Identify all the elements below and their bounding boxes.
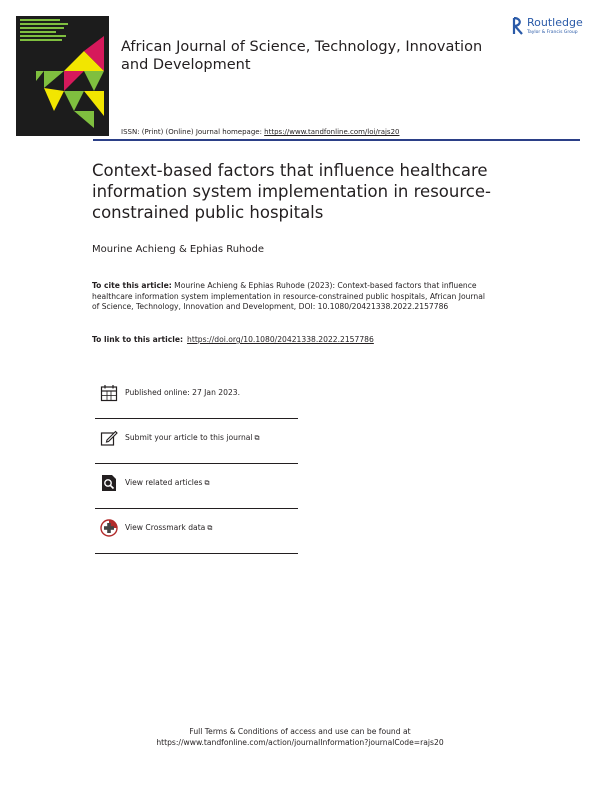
journal-title[interactable]: African Journal of Science, Technology, Innovation and Development — [121, 39, 483, 73]
issn-line — [121, 128, 399, 136]
citation-text: Mourine Achieng & Ephias Ruhode (2023): Context-based factors that influence healthcare information system implementation in resource-constrained public hospitals, African Journal of Science, Technology, Innovation and Development, DOI: — [92, 281, 485, 312]
crossmark-label: View Crossmark data — [125, 523, 206, 532]
submit-article-label: Submit your article to this journal — [125, 433, 253, 442]
article-title: Context-based factors that influence healthcare information system implementation in resource-constrained public hospitals — [92, 161, 491, 222]
journal-homepage-link[interactable]: https://www.tandfonline.com/loi/rajs20 — [264, 128, 400, 136]
footer-journal-info-link[interactable]: https://www.tandfonline.com/action/journalInformation?journalCode=rajs20 — [156, 738, 444, 747]
article-link-line — [92, 335, 374, 344]
related-articles-row[interactable] — [95, 468, 298, 509]
header-divider — [93, 139, 580, 141]
routledge-logo-icon — [512, 17, 524, 35]
publisher-tagline: Taylor & Francis Group — [527, 30, 578, 35]
crossmark-link[interactable] — [125, 523, 212, 533]
related-articles-label: View related articles — [125, 478, 203, 487]
calendar-icon — [100, 384, 118, 402]
article-authors: Mourine Achieng & Ephias Ruhode — [92, 244, 265, 255]
external-link-icon: ⧉ — [254, 434, 260, 442]
citation-label: To cite this article: — [92, 281, 172, 290]
footer-terms-text: Full Terms & Conditions of access and use can be found at — [189, 727, 411, 736]
citation-block — [92, 281, 492, 313]
published-online-label: Published online: 27 Jan 2023. — [125, 388, 241, 397]
terms-footer — [0, 726, 600, 748]
issn-label: ISSN: (Print) (Online) Journal homepage: — [121, 128, 265, 136]
publisher-logo[interactable] — [512, 16, 592, 42]
cover-publisher-logos — [20, 129, 105, 133]
search-document-icon — [100, 474, 118, 492]
submit-article-link[interactable] — [125, 433, 260, 443]
citation-doi: 10.1080/20421338.2022.2157786 — [317, 302, 449, 312]
article-actions — [95, 378, 298, 558]
doi-link[interactable]: https://doi.org/10.1080/20421338.2022.2157786 — [187, 335, 374, 344]
external-link-icon: ⧉ — [204, 479, 210, 487]
edit-icon — [100, 429, 118, 447]
crossmark-icon — [100, 519, 118, 537]
published-online-row — [95, 378, 298, 419]
journal-cover-image — [16, 16, 109, 136]
link-label: To link to this article: — [92, 335, 184, 344]
submit-article-row[interactable] — [95, 423, 298, 464]
external-link-icon: ⧉ — [207, 524, 213, 532]
cover-triangles — [16, 16, 109, 136]
related-articles-link[interactable] — [125, 478, 209, 488]
publisher-name: Routledge — [527, 16, 583, 29]
crossmark-row[interactable] — [95, 513, 298, 554]
